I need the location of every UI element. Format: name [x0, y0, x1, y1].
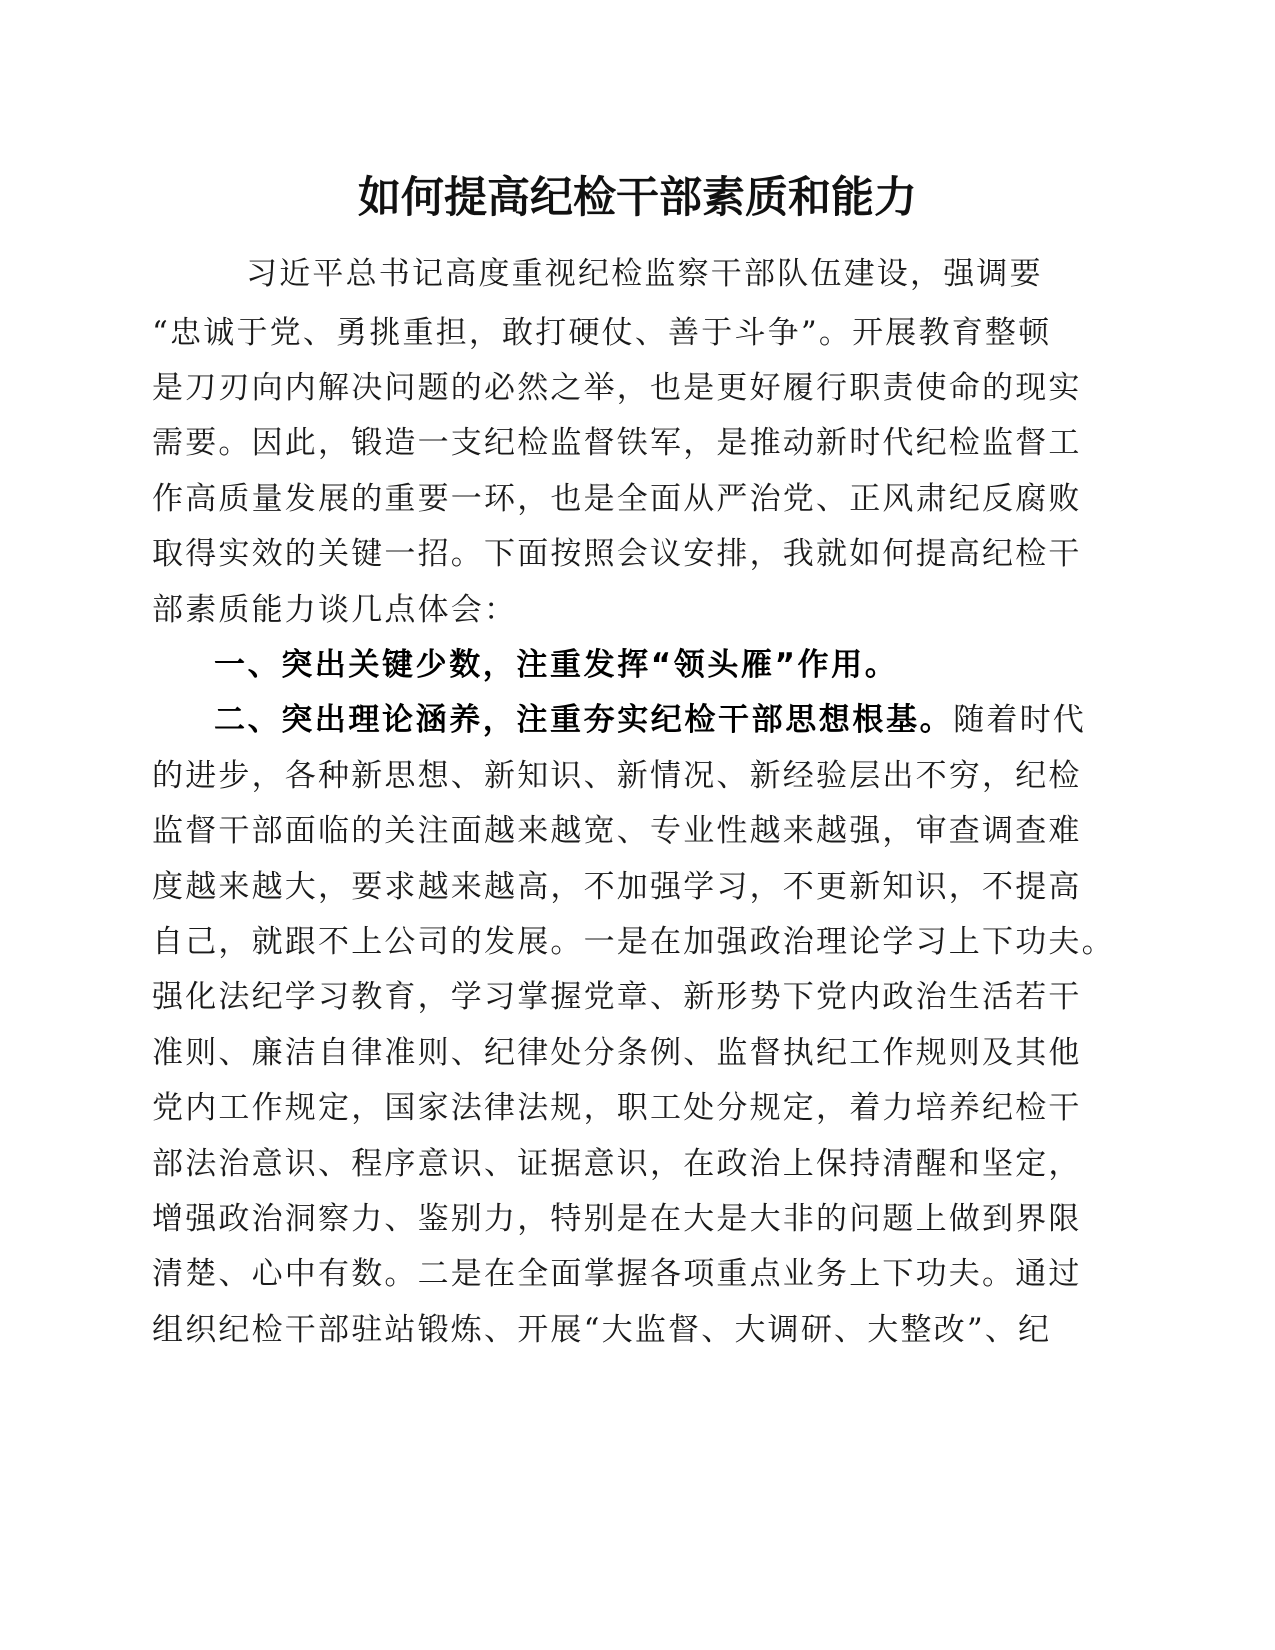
body-line: 清楚、心中有数。二是在全面掌握各项重点业务上下功夫。通过 [152, 1256, 1082, 1292]
body-line: 增强政治洞察力、鉴别力，特别是在大是大非的问题上做到界限 [152, 1201, 1082, 1237]
body-line: 部法治意识、程序意识、证据意识，在政治上保持清醒和坚定， [152, 1146, 1082, 1182]
section-heading-1 [214, 643, 898, 687]
body-line: 自己，就跟不上公司的发展。一是在加强政治理论学习上下功夫。 [152, 924, 1115, 960]
body-line: 监督干部面临的关注面越来越宽、专业性越来越强，审查调查难 [152, 813, 1082, 849]
body-line: 度越来越大，要求越来越高，不加强学习，不更新知识，不提高 [152, 869, 1082, 905]
intro-line: 部素质能力谈几点体会： [152, 592, 518, 628]
intro-line: 取得实效的关键一招。下面按照会议安排，我就如何提高纪检干 [152, 536, 1082, 572]
body-line: 强化法纪学习教育，学习掌握党章、新形势下党内政治生活若干 [152, 979, 1082, 1015]
intro-line: “忠诚于党、勇挑重担，敢打硬仗、善于斗争”。开展教育整顿 [152, 315, 1052, 351]
section-2-body-start: 随着时代 [953, 702, 1087, 738]
body-line: 准则、廉洁自律准则、纪律处分条例、监督执纪工作规则及其他 [152, 1035, 1082, 1071]
document-title: 如何提高纪检干部素质和能力 [358, 173, 917, 223]
section-heading-2-text: 二、突出理论涵养，注重夯实纪检干部思想根基。 [214, 702, 954, 738]
body-line: 组织纪检干部驻站锻炼、开展“大监督、大调研、大整改”、纪 [152, 1312, 1052, 1348]
section-heading-2 [214, 698, 1086, 742]
intro-line: 是刀刃向内解决问题的必然之举，也是更好履行职责使命的现实 [152, 370, 1082, 406]
body-line: 的进步，各种新思想、新知识、新情况、新经验层出不穷，纪检 [152, 758, 1082, 794]
body-line: 党内工作规定，国家法律法规，职工处分规定，着力培养纪检干 [152, 1090, 1082, 1126]
intro-line: 作高质量发展的重要一环，也是全面从严治党、正风肃纪反腐败 [152, 481, 1082, 517]
section-heading-1-text: 一、突出关键少数，注重发挥“领头雁”作用。 [214, 647, 899, 683]
intro-line: 习近平总书记高度重视纪检监察干部队伍建设，强调要 [246, 256, 1043, 292]
intro-line: 需要。因此，锻造一支纪检监督铁军，是推动新时代纪检监督工 [152, 425, 1082, 461]
